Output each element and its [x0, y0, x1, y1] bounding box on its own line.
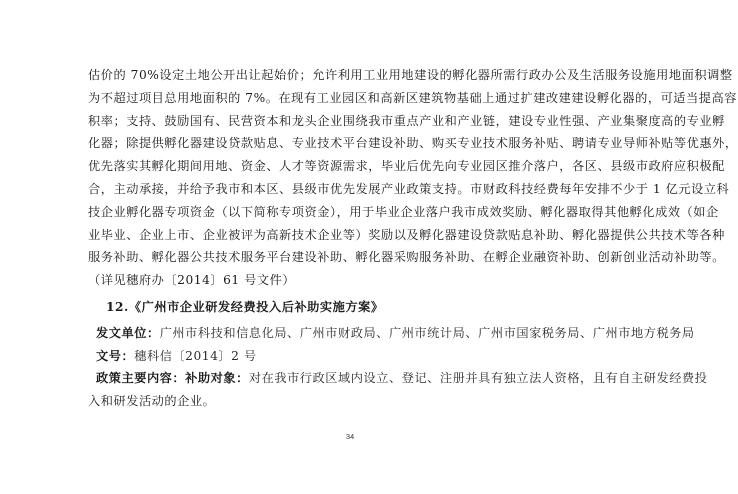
- paragraph-line: 服务补助、孵化器公共技术服务平台建设补助、孵化器采购服务补助、在孵企业融资补助、创新创业活动补助等。: [88, 250, 725, 265]
- paragraph-line: 技企业孵化器专项资金（以下简称专项资金），用于毕业企业落户我市成效奖励、孵化器取得其他孵化成效（如企: [88, 204, 719, 219]
- subsidy-label: 补助对象：: [185, 371, 249, 386]
- policy-section: [88, 296, 708, 413]
- policy-label: 政策主要内容：: [96, 371, 186, 386]
- docno-value: 穗科信〔2014〕2 号: [134, 348, 257, 363]
- paragraph-line: 积率；支持、鼓励国有、民营资本和龙头企业围绕我市重点产业和产业链，建设专业性强、产业集聚度高的专业孵: [88, 113, 725, 128]
- policy-field: [88, 367, 708, 390]
- paragraph-line: 化器；除提供孵化器建设贷款贴息、专业技术平台建设补助、购买专业技术服务补贴、聘请专业导师补贴等优惠外，: [88, 136, 738, 151]
- issuer-field: [88, 322, 695, 345]
- issuer-value: 广州市科技和信息化局、广州市财政局、广州市统计局、广州市国家税务局、广州市地方税务局: [159, 325, 695, 340]
- issuer-label: 发文单位：: [96, 325, 160, 340]
- paragraph-line: 业毕业、企业上市、企业被评为高新技术企业等）奖励以及孵化器建设贷款贴息补助、孵化器提供公共技术等各种: [88, 227, 725, 242]
- paragraph-line: 估价的 70%设定土地公开出让起始价；允许利用工业用地建设的孵化器所需行政办公及生活服务设施用地面积调整: [88, 68, 733, 82]
- section-title: 12.《广州市企业研发经费投入后补助实施方案》: [106, 300, 384, 314]
- paragraph-line: 为不超过项目总用地面积的 7%。在现有工业园区和高新区建筑物基础上通过扩建改建建设孵化器的，可适当提高容: [88, 90, 737, 105]
- page-number: 34: [345, 432, 355, 441]
- body-paragraph: [88, 64, 738, 292]
- subsidy-value-continued: 入和研发活动的企业。: [88, 394, 216, 409]
- paragraph-line: （详见穗府办〔2014〕61 号文件）: [88, 273, 296, 288]
- paragraph-line: 合，主动承接，并给予我市和本区、县级市优先发展产业政策支持。市财政科技经费每年安排不少于 1 亿元设立科: [88, 181, 730, 196]
- paragraph-line: 优先落实其孵化期间用地、资金、人才等资源需求，毕业后优先向专业园区推介落户，各区、县级市政府应积极配: [88, 159, 725, 174]
- docno-field: [88, 345, 648, 368]
- subsidy-value: 对在我市行政区域内设立、登记、注册并具有独立法人资格，且有自主研发经费投: [248, 371, 708, 386]
- docno-label: 文号：: [96, 348, 135, 363]
